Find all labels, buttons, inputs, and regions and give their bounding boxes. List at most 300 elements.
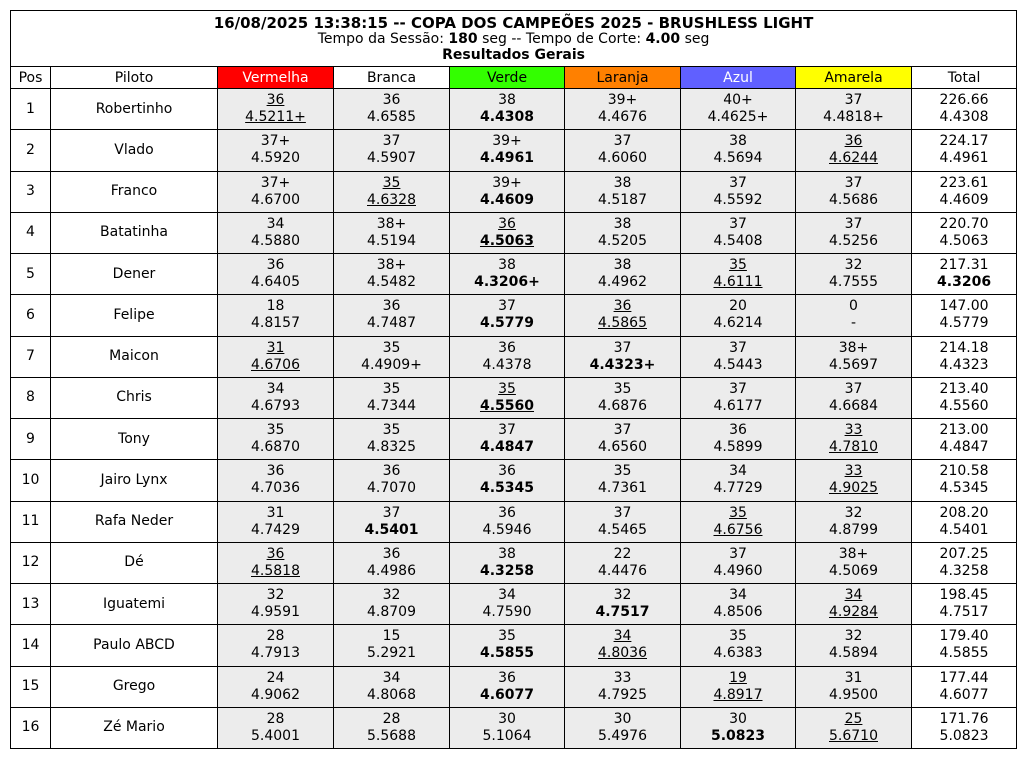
- heat-laps: 35: [613, 380, 632, 397]
- heat-laps: 0: [849, 298, 858, 315]
- heat-best-time: 4.6060: [598, 150, 647, 167]
- heat-best-time: 4.4676: [598, 109, 647, 126]
- heat-best-time: 4.6383: [713, 645, 763, 662]
- pilot-name-cell: Grego: [51, 666, 218, 707]
- heat-cell: [565, 584, 681, 625]
- heat-cell: [334, 584, 450, 625]
- total-laps: 224.17: [939, 133, 989, 150]
- heat-best-time: 4.5592: [713, 191, 763, 208]
- heat-laps: 36: [498, 339, 516, 356]
- best-lap-time: 4.4308: [939, 109, 989, 126]
- heat-cell: [796, 89, 912, 130]
- heat-laps: 36: [498, 504, 516, 521]
- heat-best-time: 4.5401: [364, 521, 419, 538]
- total-cell: [912, 254, 1017, 295]
- heat-laps: 37: [729, 545, 747, 562]
- heat-cell: [450, 584, 565, 625]
- heat-laps: 32: [613, 587, 632, 604]
- heat-laps: 36: [844, 133, 863, 150]
- heat-laps: 35: [382, 380, 401, 397]
- heat-cell: [218, 460, 334, 501]
- heat-cell: [218, 625, 334, 666]
- table-row: [11, 460, 1017, 501]
- total-laps: 179.40: [939, 628, 989, 645]
- table-row: [11, 254, 1017, 295]
- heat-cell: [218, 171, 334, 212]
- heat-laps: 32: [844, 504, 863, 521]
- position-cell: 8: [11, 377, 51, 418]
- best-lap-time: 4.5063: [939, 232, 989, 249]
- heat-cell: [565, 336, 681, 377]
- heat-laps: 36: [729, 422, 747, 439]
- heat-best-time: 4.9025: [829, 480, 878, 497]
- heat-laps: 38+: [838, 339, 869, 356]
- heat-cell: [334, 171, 450, 212]
- cut-time-value: 4.00: [645, 30, 681, 47]
- heat-laps: 37: [613, 133, 632, 150]
- heat-cell: [681, 625, 796, 666]
- heat-laps: 40+: [723, 92, 753, 109]
- heat-best-time: 4.6870: [251, 439, 300, 456]
- heat-best-time: 4.7925: [598, 686, 647, 703]
- heat-laps: 37: [613, 339, 632, 356]
- heat-cell: [218, 419, 334, 460]
- table-row: [11, 501, 1017, 542]
- position-cell: 12: [11, 542, 51, 583]
- heat-laps: 24: [266, 669, 285, 686]
- position-cell: 9: [11, 419, 51, 460]
- heat-cell: [450, 336, 565, 377]
- table-row: [11, 584, 1017, 625]
- heat-laps: 39+: [492, 174, 522, 191]
- heat-best-time: 4.4847: [479, 439, 535, 456]
- heat-laps: 37+: [260, 174, 291, 191]
- heat-laps: 36: [266, 463, 285, 480]
- heat-cell: [681, 377, 796, 418]
- heat-best-time: 4.6684: [829, 397, 878, 414]
- heat-laps: 25: [844, 710, 863, 727]
- total-laps: 213.40: [939, 380, 989, 397]
- column-header-piloto: Piloto: [51, 67, 218, 89]
- pilot-name-cell: Zé Mario: [51, 707, 218, 748]
- pilot-name-cell: Franco: [51, 171, 218, 212]
- heat-best-time: 4.6756: [713, 521, 763, 538]
- best-lap-time: 4.4323: [939, 356, 989, 373]
- heat-laps: 37: [844, 215, 863, 232]
- table-row: [11, 666, 1017, 707]
- heat-best-time: 4.7517: [595, 604, 650, 621]
- total-cell: [912, 501, 1017, 542]
- total-laps: 207.25: [939, 545, 989, 562]
- heat-laps: 38: [613, 215, 632, 232]
- best-lap-time: 4.5855: [939, 645, 989, 662]
- heat-cell: [681, 295, 796, 336]
- heat-laps: 37: [729, 215, 747, 232]
- heat-laps: 32: [266, 587, 285, 604]
- heat-laps: 32: [844, 257, 863, 274]
- pilot-name-cell: Felipe: [51, 295, 218, 336]
- heat-cell: [450, 666, 565, 707]
- heat-cell: [450, 419, 565, 460]
- position-cell: 11: [11, 501, 51, 542]
- heat-best-time: 4.5694: [713, 150, 763, 167]
- heat-laps: 36: [266, 92, 285, 109]
- cut-time-unit: seg: [684, 30, 710, 47]
- total-laps: 217.31: [939, 257, 989, 274]
- heat-best-time: 5.6710: [829, 727, 878, 744]
- heat-cell: [450, 501, 565, 542]
- total-laps: 214.18: [939, 339, 989, 356]
- heat-best-time: 4.7913: [251, 645, 300, 662]
- heat-best-time: 4.5211+: [245, 109, 306, 126]
- heat-best-time: 4.4961: [479, 150, 535, 167]
- total-cell: [912, 171, 1017, 212]
- heat-cell: [681, 501, 796, 542]
- heat-laps: 35: [613, 463, 632, 480]
- pilot-name-cell: Robertinho: [51, 89, 218, 130]
- heat-cell: [681, 542, 796, 583]
- heat-best-time: 4.7555: [829, 274, 878, 291]
- heat-laps: 37: [844, 174, 863, 191]
- table-row: [11, 419, 1017, 460]
- heat-cell: [681, 460, 796, 501]
- pilot-name-cell: Chris: [51, 377, 218, 418]
- heat-laps: 32: [844, 628, 863, 645]
- heat-laps: 34: [613, 628, 632, 645]
- heat-cell: [450, 171, 565, 212]
- table-row: [11, 542, 1017, 583]
- total-cell: [912, 584, 1017, 625]
- table-row: [11, 377, 1017, 418]
- heat-laps: 38+: [376, 257, 407, 274]
- heat-best-time: 4.3258: [479, 562, 535, 579]
- pilot-name-cell: Dener: [51, 254, 218, 295]
- column-header-total: Total: [912, 67, 1017, 89]
- heat-laps: 18: [266, 298, 285, 315]
- heat-cell: [218, 666, 334, 707]
- heat-cell: [218, 254, 334, 295]
- heat-laps: 34: [382, 669, 401, 686]
- session-time-value: 180: [448, 30, 478, 47]
- heat-laps: 37: [729, 339, 747, 356]
- heat-cell: [681, 666, 796, 707]
- heat-best-time: 4.5920: [251, 150, 300, 167]
- heat-best-time: 4.6405: [251, 274, 300, 291]
- total-cell: [912, 707, 1017, 748]
- heat-laps: 33: [844, 422, 863, 439]
- position-cell: 6: [11, 295, 51, 336]
- heat-cell: [218, 377, 334, 418]
- column-header-row: [11, 67, 1017, 89]
- heat-best-time: 4.9284: [829, 604, 878, 621]
- heat-cell: [796, 254, 912, 295]
- total-laps: 226.66: [939, 92, 989, 109]
- heat-best-time: 4.5880: [251, 232, 300, 249]
- heat-laps: 15: [382, 628, 401, 645]
- heat-best-time: -: [850, 315, 857, 332]
- heat-cell: [218, 542, 334, 583]
- heat-cell: [334, 501, 450, 542]
- heat-best-time: 4.4625+: [707, 109, 769, 126]
- heat-best-time: 4.4986: [367, 562, 416, 579]
- heat-laps: 35: [266, 422, 285, 439]
- heat-laps: 37+: [260, 133, 291, 150]
- heat-best-time: 4.5256: [829, 232, 878, 249]
- heat-best-time: 4.5408: [713, 232, 763, 249]
- heat-best-time: 4.9062: [251, 686, 300, 703]
- heat-best-time: 4.6177: [713, 397, 763, 414]
- heat-best-time: 4.4378: [482, 356, 532, 373]
- heat-best-time: 4.5865: [598, 315, 647, 332]
- heat-laps: 36: [498, 215, 516, 232]
- heat-laps: 35: [729, 628, 747, 645]
- heat-laps: 38+: [838, 545, 869, 562]
- heat-best-time: 4.6328: [367, 191, 416, 208]
- position-cell: 15: [11, 666, 51, 707]
- heat-laps: 38: [729, 133, 747, 150]
- total-cell: [912, 336, 1017, 377]
- heat-laps: 37: [844, 380, 863, 397]
- heat-laps: 38: [498, 257, 516, 274]
- heat-laps: 36: [613, 298, 632, 315]
- heat-best-time: 4.8325: [367, 439, 416, 456]
- heat-laps: 37: [498, 422, 516, 439]
- heat-cell: [681, 707, 796, 748]
- heat-laps: 31: [266, 339, 285, 356]
- heat-cell: [334, 419, 450, 460]
- heat-cell: [218, 584, 334, 625]
- heat-cell: [681, 336, 796, 377]
- heat-laps: 28: [266, 628, 285, 645]
- heat-best-time: 4.4960: [713, 562, 763, 579]
- table-row: [11, 336, 1017, 377]
- pilot-name-cell: Batatinha: [51, 212, 218, 253]
- heat-laps: 34: [498, 587, 516, 604]
- heat-laps: 37: [498, 298, 516, 315]
- best-lap-time: 4.5345: [939, 480, 989, 497]
- heat-best-time: 4.5069: [829, 562, 878, 579]
- heat-best-time: 4.7036: [251, 480, 300, 497]
- table-row: [11, 707, 1017, 748]
- best-lap-time: 4.4961: [939, 150, 989, 167]
- best-lap-time: 4.5779: [939, 315, 989, 332]
- heat-laps: 35: [729, 504, 747, 521]
- heat-cell: [681, 254, 796, 295]
- pilot-name-cell: Maicon: [51, 336, 218, 377]
- heat-cell: [796, 707, 912, 748]
- heat-laps: 33: [613, 669, 632, 686]
- heat-best-time: 4.6585: [367, 109, 416, 126]
- heat-best-time: 4.5205: [598, 232, 647, 249]
- heat-best-time: 4.8068: [367, 686, 416, 703]
- heat-laps: 36: [266, 545, 285, 562]
- heat-cell: [565, 171, 681, 212]
- heat-laps: 36: [498, 463, 516, 480]
- results-page: [10, 10, 1016, 749]
- heat-laps: 37: [613, 504, 632, 521]
- column-header-laranja: Laranja: [565, 67, 681, 89]
- heat-laps: 32: [382, 587, 401, 604]
- heat-best-time: 4.6244: [829, 150, 878, 167]
- heat-cell: [334, 460, 450, 501]
- cut-time-label: Tempo de Corte:: [525, 30, 642, 47]
- heat-best-time: 4.8036: [598, 645, 647, 662]
- column-header-vermelha: Vermelha: [218, 67, 334, 89]
- heat-cell: [681, 171, 796, 212]
- total-laps: 220.70: [939, 215, 989, 232]
- heat-cell: [334, 295, 450, 336]
- heat-cell: [565, 419, 681, 460]
- position-cell: 2: [11, 130, 51, 171]
- heat-laps: 35: [382, 174, 401, 191]
- heat-best-time: 4.7487: [367, 315, 416, 332]
- heat-laps: 35: [729, 257, 747, 274]
- heat-cell: [450, 707, 565, 748]
- heat-cell: [334, 336, 450, 377]
- heat-best-time: 4.5818: [251, 562, 300, 579]
- heat-best-time: 4.7070: [367, 480, 416, 497]
- heat-best-time: 4.8917: [713, 686, 763, 703]
- heat-best-time: 4.5465: [598, 521, 647, 538]
- heat-cell: [565, 666, 681, 707]
- heat-best-time: 4.5899: [713, 439, 763, 456]
- heat-cell: [334, 542, 450, 583]
- heat-cell: [218, 336, 334, 377]
- heat-best-time: 5.4001: [251, 727, 300, 744]
- heat-laps: 30: [613, 710, 632, 727]
- heat-best-time: 4.5894: [829, 645, 878, 662]
- heat-laps: 34: [844, 587, 863, 604]
- heat-cell: [565, 460, 681, 501]
- heat-best-time: 4.5855: [479, 645, 535, 662]
- heat-best-time: 4.5946: [482, 521, 532, 538]
- heat-best-time: 5.4976: [598, 727, 647, 744]
- table-row: [11, 295, 1017, 336]
- best-lap-time: 4.5560: [939, 397, 989, 414]
- heat-laps: 36: [498, 669, 516, 686]
- heat-cell: [565, 707, 681, 748]
- heat-laps: 37: [729, 380, 747, 397]
- heat-laps: 38: [613, 174, 632, 191]
- heat-laps: 28: [266, 710, 285, 727]
- heat-best-time: 4.5194: [367, 232, 416, 249]
- heat-best-time: 5.2921: [367, 645, 416, 662]
- total-laps: 210.58: [939, 463, 989, 480]
- heat-cell: [796, 377, 912, 418]
- table-row: [11, 212, 1017, 253]
- heat-cell: [334, 89, 450, 130]
- heat-cell: [334, 254, 450, 295]
- heat-cell: [565, 501, 681, 542]
- heat-laps: 36: [266, 257, 285, 274]
- total-laps: 198.45: [939, 587, 989, 604]
- pilot-name-cell: Paulo ABCD: [51, 625, 218, 666]
- session-time-label: Tempo da Sessão:: [317, 30, 444, 47]
- heat-laps: 20: [729, 298, 747, 315]
- heat-laps: 36: [382, 92, 401, 109]
- heat-laps: 38: [498, 92, 516, 109]
- heat-cell: [218, 501, 334, 542]
- position-cell: 1: [11, 89, 51, 130]
- heat-best-time: 4.6111: [713, 274, 763, 291]
- heat-best-time: 5.5688: [367, 727, 416, 744]
- heat-cell: [681, 584, 796, 625]
- pilot-name-cell: Rafa Neder: [51, 501, 218, 542]
- total-laps: 213.00: [939, 422, 989, 439]
- heat-cell: [681, 130, 796, 171]
- heat-laps: 38+: [376, 215, 407, 232]
- heat-laps: 36: [382, 298, 401, 315]
- heat-best-time: 4.5482: [367, 274, 416, 291]
- heat-laps: 35: [382, 422, 401, 439]
- heat-cell: [450, 460, 565, 501]
- best-lap-time: 4.4609: [939, 191, 989, 208]
- best-lap-time: 4.4847: [939, 439, 989, 456]
- heat-cell: [450, 542, 565, 583]
- report-title: 16/08/2025 13:38:15 -- COPA DOS CAMPEÕES 2025 - BRUSHLESS LIGHT: [213, 13, 814, 32]
- heat-best-time: 4.6876: [598, 397, 647, 414]
- total-cell: [912, 625, 1017, 666]
- heat-cell: [334, 625, 450, 666]
- heat-best-time: 4.4308: [479, 109, 535, 126]
- position-cell: 7: [11, 336, 51, 377]
- column-header-verde: Verde: [450, 67, 565, 89]
- best-lap-time: 4.3206: [937, 274, 992, 291]
- heat-best-time: 4.8709: [367, 604, 416, 621]
- heat-best-time: 4.9591: [251, 604, 300, 621]
- heat-cell: [796, 460, 912, 501]
- heat-laps: 38: [498, 545, 516, 562]
- table-row: [11, 625, 1017, 666]
- heat-cell: [796, 584, 912, 625]
- heat-cell: [796, 666, 912, 707]
- heat-cell: [565, 625, 681, 666]
- heat-cell: [796, 295, 912, 336]
- session-info: [11, 31, 1016, 47]
- total-laps: 223.61: [939, 174, 989, 191]
- heat-laps: 19: [729, 669, 747, 686]
- total-cell: [912, 212, 1017, 253]
- heat-laps: 31: [844, 669, 863, 686]
- report-header: [11, 11, 1017, 67]
- total-laps: 208.20: [939, 504, 989, 521]
- heat-cell: [334, 666, 450, 707]
- heat-best-time: 4.4818+: [823, 109, 884, 126]
- heat-cell: [334, 130, 450, 171]
- heat-best-time: 4.4323+: [589, 356, 656, 373]
- table-row: [11, 130, 1017, 171]
- heat-cell: [796, 336, 912, 377]
- total-laps: 177.44: [939, 669, 989, 686]
- pilot-name-cell: Tony: [51, 419, 218, 460]
- results-table: [10, 10, 1017, 749]
- pilot-name-cell: Iguatemi: [51, 584, 218, 625]
- column-header-azul: Azul: [681, 67, 796, 89]
- heat-best-time: 4.7590: [482, 604, 532, 621]
- position-cell: 14: [11, 625, 51, 666]
- heat-laps: 39+: [492, 133, 522, 150]
- heat-best-time: 4.7429: [251, 521, 300, 538]
- heat-cell: [450, 212, 565, 253]
- heat-best-time: 4.7361: [598, 480, 647, 497]
- heat-laps: 22: [613, 545, 632, 562]
- best-lap-time: 4.5401: [939, 521, 989, 538]
- heat-cell: [450, 377, 565, 418]
- heat-best-time: 4.5443: [713, 356, 763, 373]
- heat-best-time: 4.4909+: [361, 356, 422, 373]
- heat-laps: 30: [498, 710, 516, 727]
- heat-best-time: 4.5560: [479, 397, 535, 414]
